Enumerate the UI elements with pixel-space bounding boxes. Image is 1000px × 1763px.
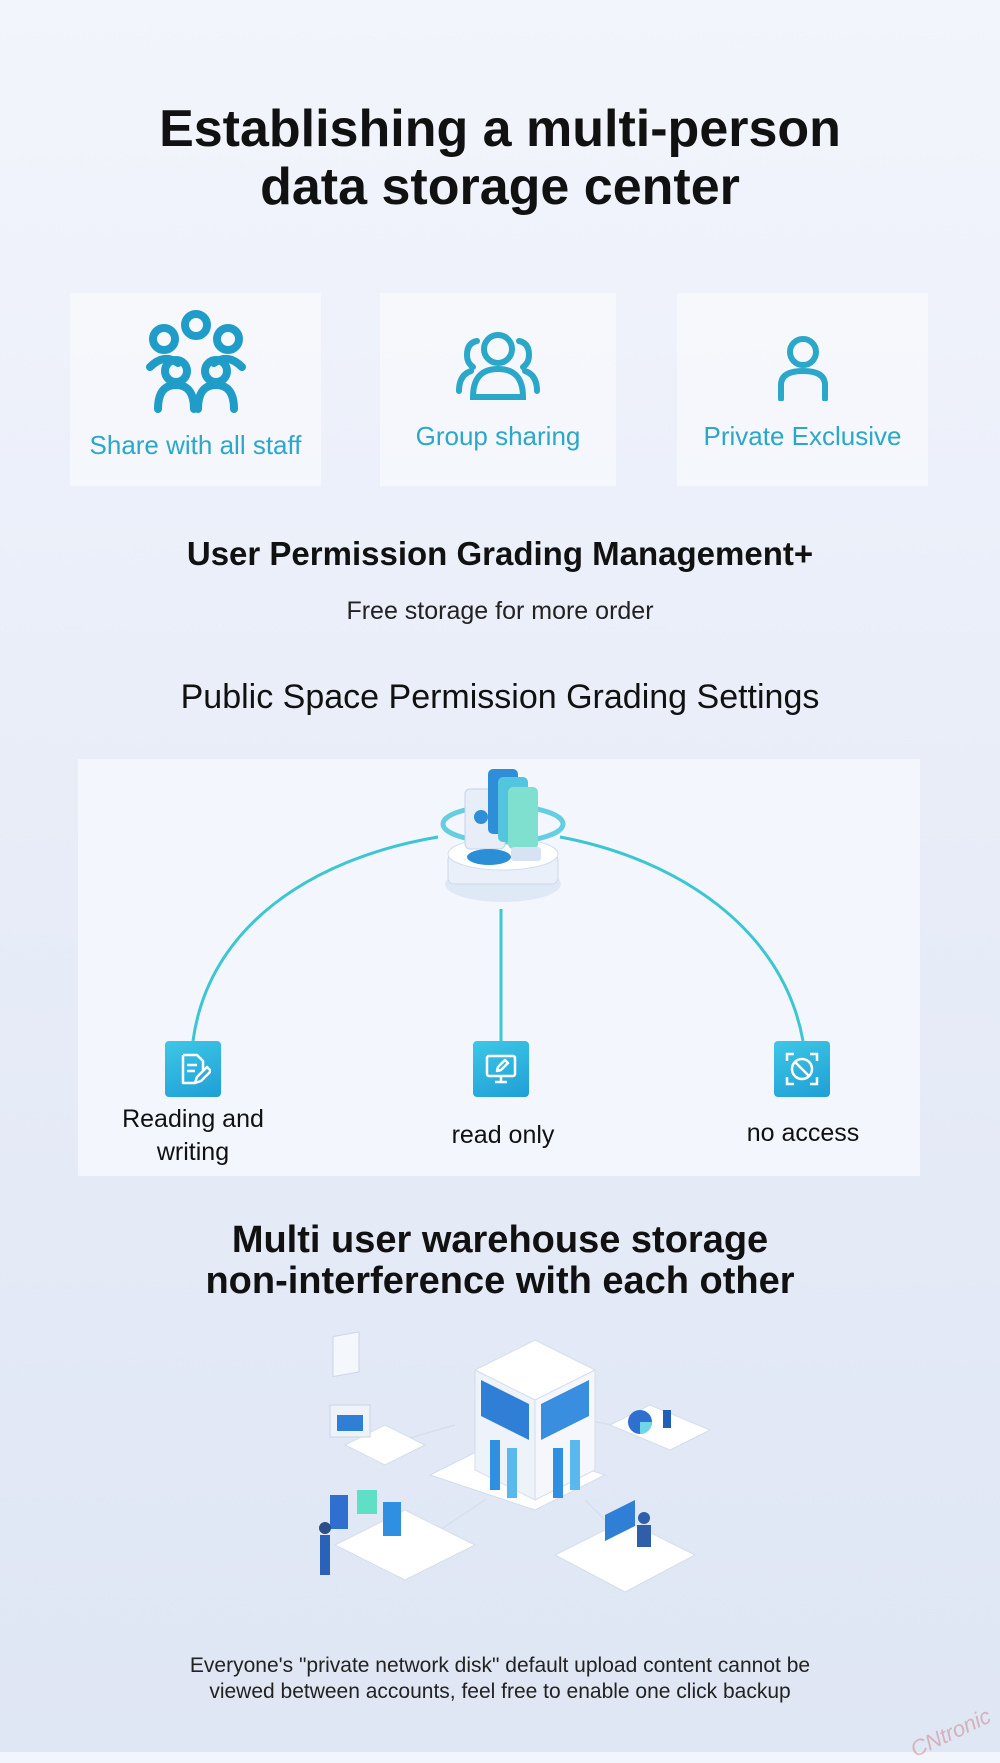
cloud-server-icon	[433, 759, 573, 909]
monitor-edit-icon	[473, 1041, 529, 1097]
permission-diagram	[78, 759, 920, 1176]
private-exclusive-card	[677, 293, 928, 486]
group-sharing-label: Group sharing	[415, 421, 581, 451]
permission-management-title: User Permission Grading Management+	[186, 535, 814, 572]
multi-user-title: Multi user warehouse storage non-interference with each other	[205, 1219, 795, 1302]
private-exclusive-label: Private Exclusive	[703, 421, 902, 451]
share-all-staff-label: Share with all staff	[89, 430, 302, 460]
group-icon	[380, 331, 616, 401]
read-write-label: Reading and writing	[122, 1105, 264, 1166]
share-all-staff-card	[70, 293, 321, 486]
person-icon	[677, 335, 928, 401]
public-space-title: Public Space Permission Grading Settings	[180, 678, 820, 716]
group-sharing-card	[380, 293, 616, 486]
watermark: CNtronic	[906, 1703, 996, 1762]
no-access-label: no access	[746, 1119, 860, 1147]
read-only-label: read only	[451, 1121, 555, 1149]
team-icon	[70, 305, 321, 415]
edit-document-icon	[165, 1041, 221, 1097]
data-center-illustration	[285, 1330, 725, 1620]
permission-subtitle: Free storage for more order	[346, 597, 654, 625]
footer-description: Everyone's "private network disk" default upload content cannot be viewed between accounts, feel free to enable one click backup	[189, 1654, 811, 1703]
no-access-icon	[774, 1041, 830, 1097]
page-title: Establishing a multi-person data storage center	[159, 100, 841, 216]
